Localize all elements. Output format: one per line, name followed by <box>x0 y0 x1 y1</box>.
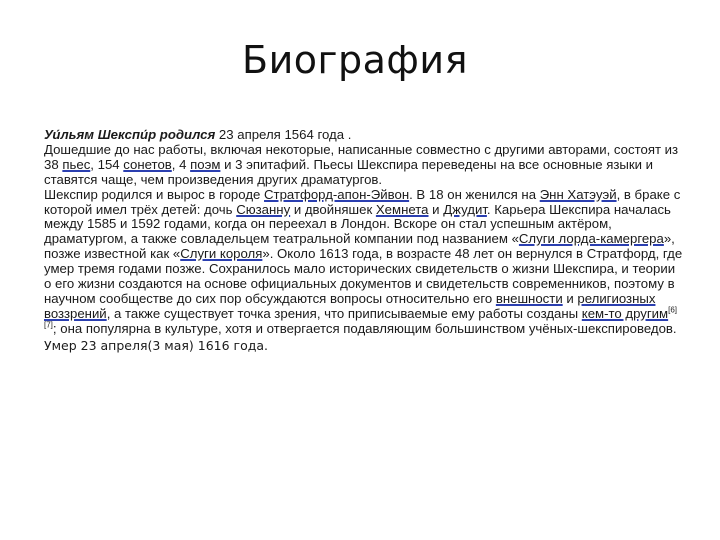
text-span: , 154 <box>90 156 124 172</box>
text-span: , 4 <box>171 156 191 172</box>
text-span: и <box>562 290 578 306</box>
text-span: и двойняшек <box>290 201 376 217</box>
link-poem[interactable]: поэм <box>190 156 221 172</box>
paragraph-works <box>44 143 684 188</box>
text-span: , в браке с которой имел трёх детей: дочь <box>44 186 681 217</box>
link-vneshnosti[interactable]: внешности <box>495 290 563 306</box>
link-kem-to[interactable]: кем-то другим <box>581 305 669 321</box>
paragraph-death: Умер 23 апреля(3 мая) 1616 года. <box>44 337 269 353</box>
text-span: ; она популярна в культуре, хотя и отвергается подавляющим большинством учёных-шекспироведов. <box>52 320 677 336</box>
link-sonet[interactable]: сонетов <box>123 156 172 172</box>
paragraph-birth <box>44 128 684 143</box>
link-slugi-korolya[interactable]: Слуги короля <box>180 246 263 262</box>
link-pes[interactable]: пьес <box>62 156 91 172</box>
link-judith[interactable]: Джудит <box>443 201 487 217</box>
link-enn[interactable]: Энн Хатэуэй <box>539 186 617 202</box>
link-religious[interactable]: религиозных воззрений <box>44 290 656 321</box>
slide-title: Биография <box>242 38 468 82</box>
text-span: ». Около 1613 года, в возрасте 48 лет он вернулся в Стратфорд, где умер тремя годами позже. Сохранилось мало исторических свидетельств о жизни Шекспира, и теории о его жизни создаются на основе официальных документов и свидетельств современников, поэтому в научном сообществе до сих пор обсуждаются вопросы относительно его <box>44 246 683 306</box>
text-span: Дошедшие до нас работы, включая некоторые, написанные совместно с другими авторами, состоят из 38 <box>44 141 679 172</box>
text-span: . В 18 он женился на <box>409 186 540 202</box>
footnote-ref[interactable]: [6][7] <box>44 305 678 330</box>
biography-text <box>44 128 684 354</box>
text-span: Шекспир родился и вырос в городе <box>44 186 265 202</box>
text-span: , а также существует точка зрения, что приписываемые ему работы созданы <box>106 305 582 321</box>
text-span: и 3 эпитафий. Пьесы Шекспира переведены на все основные языки и ставятся чаще, чем произведения других драматургов. <box>44 156 654 187</box>
link-suzanna[interactable]: Сюзанну <box>236 201 291 217</box>
link-stratford[interactable]: Стратфорд-апон-Эйвон <box>264 186 410 202</box>
birth-date-text: 23 апреля 1564 года . <box>215 127 352 142</box>
link-slugi-lorda[interactable]: Слуги лорда-камергера <box>518 231 664 247</box>
text-span: », позже известной как « <box>44 231 675 262</box>
paragraph-life <box>44 188 684 337</box>
name-bold: Уи́льям Шекспи́р родился <box>44 127 216 142</box>
link-hemnet[interactable]: Хемнета <box>375 201 429 217</box>
text-span: и <box>428 201 444 217</box>
text-span: . Карьера Шекспира началась между 1585 и 1592 годами, когда он переехал в Лондон. Вскоре он стал успешным актёром, драматургом, а также совладельцем театральной компании под названием « <box>44 201 671 247</box>
